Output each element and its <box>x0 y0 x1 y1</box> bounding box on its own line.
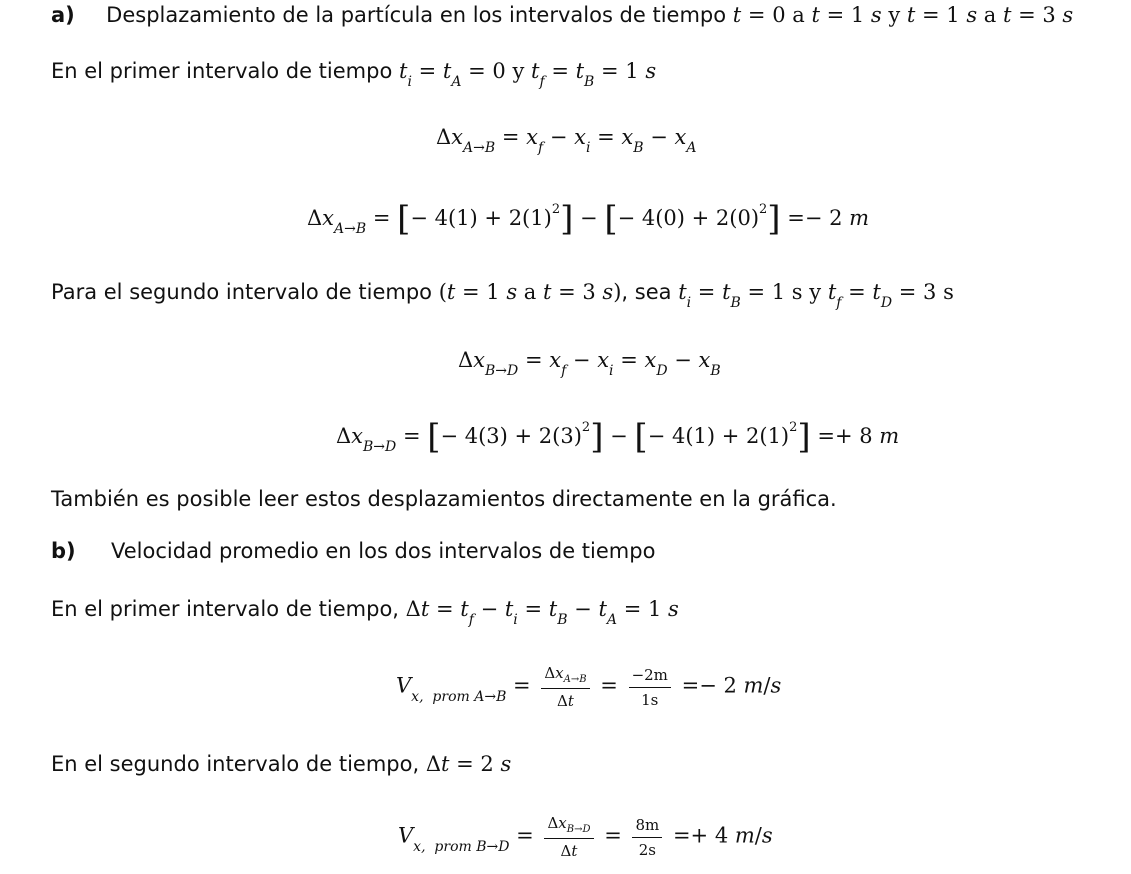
fraction-numerator: 8m <box>632 816 662 838</box>
paragraph-graph-note: También es posible leer estos desplazamientos directamente en la gráfica. <box>51 487 837 511</box>
equation-velocity-ab: $V_{x, prom A\to B}$ = $\frac{\Delta x_{A\to B}}{\Delta t}$ = $\frac{-2m}{1s}$ =− 2 m/s <box>396 664 782 710</box>
section-b-heading <box>51 539 655 563</box>
section-b-title: Velocidad promedio en los dos intervalos de tiempo <box>111 539 656 563</box>
section-b-label: b) <box>51 539 76 563</box>
fraction-denominator: 2s <box>638 840 656 859</box>
fraction-values <box>632 816 662 859</box>
paragraph-sea: , sea <box>621 280 672 304</box>
equation-displacement-ab-value: $\Delta x_{A\to B}$ = [− $4(1) + 2(1)^2$] − [− $4(0) + 2(0)^2] =- 2$ m <box>307 199 870 239</box>
fraction-dx-dt: $\frac{\Delta x_{A\to B}}{\Delta t}$ <box>541 664 589 710</box>
paragraph-text: Para el segundo intervalo de tiempo <box>51 280 432 304</box>
paragraph-second-interval <box>51 280 954 311</box>
fraction-denominator: 1s <box>641 690 659 709</box>
section-a-label: a) <box>51 3 75 27</box>
section-a-heading <box>51 3 1073 27</box>
inline-math: $\Delta t = t_f - t_i = t_B - t_A = 1$ s <box>405 597 679 628</box>
paragraph-first-interval <box>51 59 657 90</box>
paragraph-text: En el primer intervalo de tiempo, <box>51 597 399 621</box>
equation-displacement-ab-def: $\Delta x_{A\to B} = x_f - x_i = x_B - x_A$ <box>436 125 697 156</box>
fraction-dx-dt: $\frac{\Delta x_{B\to D}}{\Delta t}$ <box>544 814 593 860</box>
section-a-math: t = 0 a t = 1 s y t = 1 s a t = 3 s <box>732 3 1074 27</box>
fraction-values <box>629 666 671 709</box>
paragraph-text: En el primer intervalo de tiempo <box>51 59 393 83</box>
equation-displacement-bd-value: $\Delta x_{B\to D}$ = [− $4(3) + 2(3)^2$] − [− $4(1) + 2(1)^2] =+ 8$ m <box>336 417 900 457</box>
fraction-numerator: −2m <box>629 666 671 688</box>
inline-math: $t_i = t_B = 1$ s y $t_f = t_D = 3$ s <box>678 280 954 311</box>
equation-velocity-bd: $V_{x, prom B\to D}$ = $\frac{\Delta x_{B\to D}}{\Delta t}$ = $\frac{8m}{2s}$ =+ 4 m/s <box>398 814 773 860</box>
equation-displacement-bd-def: $\Delta x_{B\to D} = x_f - x_i = x_D - x_B$ <box>458 348 721 379</box>
inline-math-interval: (t = 1 s a t = 3 s) <box>438 280 622 304</box>
paragraph-first-velocity <box>51 597 679 628</box>
paragraph-second-velocity <box>51 752 511 776</box>
inline-math: $t_i = t_A = 0$ y $t_f = t_B = 1$ s <box>399 59 657 90</box>
paragraph-text: En el segundo intervalo de tiempo, <box>51 752 420 776</box>
section-a-title: Desplazamiento de la partícula en los intervalos de tiempo <box>106 3 727 27</box>
inline-math: Δt = 2 s <box>425 752 512 776</box>
